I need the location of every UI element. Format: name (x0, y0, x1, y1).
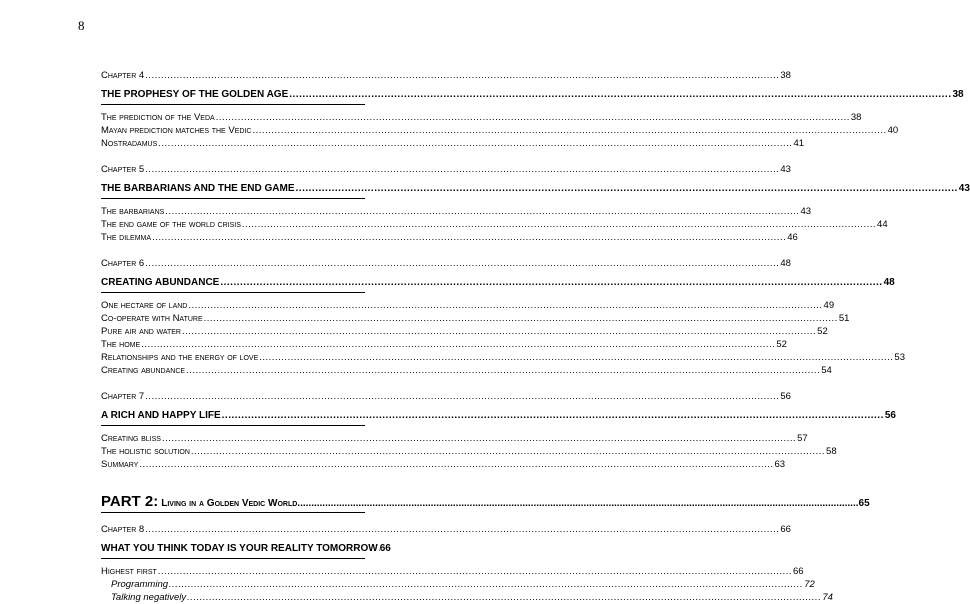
toc-section-page: 38 (850, 112, 862, 123)
toc-section[interactable] (101, 231, 798, 244)
toc-heading-page: 43 (958, 183, 970, 194)
toc-section-title: One hectare of land (101, 300, 188, 311)
toc-heading-abundance[interactable] (101, 276, 895, 293)
toc-section[interactable] (101, 205, 812, 218)
page-number: 8 (78, 18, 85, 33)
toc-section-title: Relationships and the energy of love (101, 352, 259, 363)
toc-section-page: 57 (797, 433, 808, 444)
toc-section[interactable] (101, 111, 862, 124)
toc-heading-title: WHAT YOU THINK TODAY IS YOUR REALITY TOMORROW (101, 543, 378, 554)
toc-section[interactable] (101, 445, 837, 458)
toc-heading-rich-life[interactable] (101, 409, 896, 426)
toc-section-title: Summary (101, 459, 139, 470)
toc-section-page: 52 (817, 326, 828, 337)
toc-subsection-page: 72 (804, 579, 815, 590)
toc-section-page: 51 (838, 313, 850, 324)
toc-section[interactable] (101, 364, 832, 377)
toc-subsection[interactable] (101, 591, 833, 604)
toc-subsection-page: 74 (822, 592, 833, 603)
toc-section-title: Mayan prediction matches the Vedic (101, 125, 252, 136)
toc-section[interactable] (101, 218, 888, 231)
toc-section-page: 40 (887, 125, 899, 136)
toc-heading-title: A RICH AND HAPPY LIFE (101, 410, 221, 421)
toc-heading-page: 38 (952, 89, 964, 100)
toc-entry-title: Chapter 7 (101, 391, 145, 402)
toc-section[interactable] (101, 432, 808, 445)
toc-part-2[interactable] (101, 493, 870, 513)
toc-section-page: 54 (821, 365, 832, 376)
toc-section-title: The prediction of the Veda (101, 112, 215, 123)
toc-section-title: Creating abundance (101, 365, 186, 376)
toc-subsection-title: Programming (111, 579, 169, 590)
toc-section-title: Creating bliss (101, 433, 161, 444)
toc-heading-page: 66 (379, 543, 391, 554)
toc-entry-page: 56 (780, 391, 791, 402)
toc-section-page: 43 (800, 206, 812, 217)
toc-chapter-6[interactable] (101, 257, 791, 270)
toc-section-title: The barbarians (101, 206, 165, 217)
toc-section[interactable] (101, 338, 787, 351)
toc-section-title: Nostradamus (101, 138, 158, 149)
toc-section-page: 46 (787, 232, 798, 243)
toc-entry-title: Chapter 5 (101, 164, 145, 175)
toc-section[interactable] (101, 351, 905, 364)
toc-entry-page: 66 (780, 524, 791, 535)
toc-section[interactable] (101, 137, 805, 150)
toc-chapter-8[interactable] (101, 523, 791, 536)
toc-section-title: Highest first (101, 566, 157, 577)
toc-part-label: PART 2: (101, 493, 159, 510)
toc-section-page: 44 (877, 219, 888, 230)
toc-section[interactable] (101, 312, 850, 325)
toc-chapter-4[interactable] (101, 69, 791, 82)
toc-part-title: Living in a Golden Vedic World (161, 498, 298, 509)
toc-subsection[interactable] (101, 578, 815, 591)
toc-section-page: 58 (826, 446, 837, 457)
toc-heading-title: THE BARBARIANS AND THE END GAME (101, 183, 295, 194)
toc-heading-barbarians[interactable] (101, 182, 970, 199)
toc-heading-reality[interactable] (101, 542, 391, 559)
toc-section-title: The holistic solution (101, 446, 190, 457)
toc-section[interactable] (101, 299, 835, 312)
toc-section[interactable] (101, 458, 786, 471)
toc-section[interactable] (101, 124, 899, 137)
toc-section-page: 49 (823, 300, 835, 311)
toc-section[interactable] (101, 565, 804, 578)
toc-subsection-title: Talking negatively (111, 592, 187, 603)
toc-entry-page: 43 (780, 164, 791, 175)
toc-heading-title: THE PROPHESY OF THE GOLDEN AGE (101, 89, 289, 100)
toc-heading-page: 56 (884, 410, 896, 421)
toc-heading-page: 48 (883, 277, 895, 288)
toc-entry-page: 48 (780, 258, 791, 269)
table-of-contents (101, 69, 970, 604)
toc-section-page: 53 (894, 352, 905, 363)
toc-chapter-5[interactable] (101, 163, 791, 176)
toc-section-page: 63 (774, 459, 786, 470)
toc-section-title: The dilemma (101, 232, 152, 243)
toc-entry-title: Chapter 6 (101, 258, 145, 269)
toc-section-page: 52 (776, 339, 787, 350)
toc-section-page: 41 (793, 138, 805, 149)
toc-section-title: The home (101, 339, 141, 350)
toc-chapter-7[interactable] (101, 390, 791, 403)
toc-heading-prophesy[interactable] (101, 88, 964, 105)
toc-entry-page: 38 (780, 70, 791, 81)
toc-entry-title: Chapter 4 (101, 70, 145, 81)
toc-heading-title: CREATING ABUNDANCE (101, 277, 220, 288)
toc-section-title: Co-operate with Nature (101, 313, 203, 324)
toc-part-page: 65 (858, 498, 870, 509)
toc-section-page: 66 (792, 566, 804, 577)
toc-entry-title: Chapter 8 (101, 524, 145, 535)
toc-section-title: Pure air and water (101, 326, 181, 337)
toc-section-title: The end game of the world crisis (101, 219, 241, 230)
toc-section[interactable] (101, 325, 828, 338)
